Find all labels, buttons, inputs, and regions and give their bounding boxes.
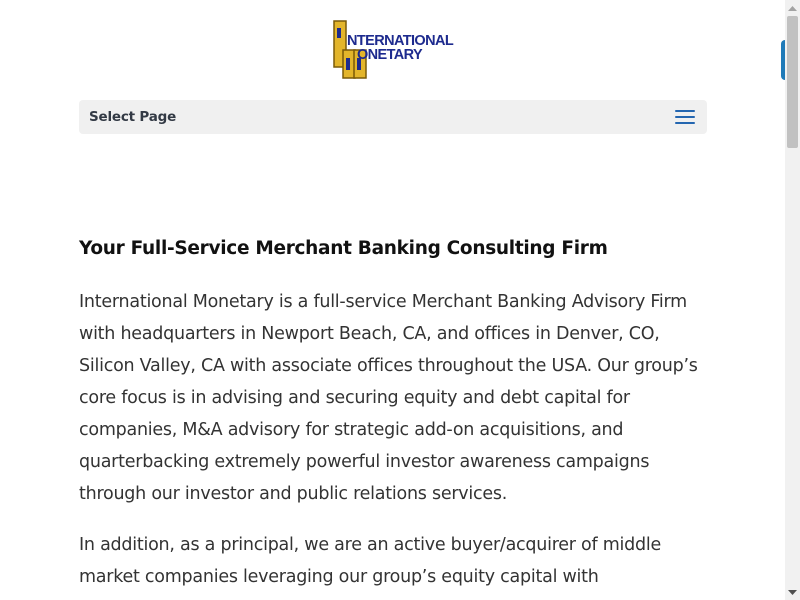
logo-line-1: NTERNATIONAL <box>347 33 454 49</box>
logo-line-2: ONETARY <box>357 47 423 63</box>
hamburger-menu-icon[interactable] <box>675 110 695 124</box>
scroll-down-arrow-icon[interactable] <box>785 585 800 600</box>
vertical-scrollbar[interactable] <box>785 0 800 600</box>
intro-paragraph: International Monetary is a full-service Merchant Banking Advisory Firm with headquarters in Newport Beach, CA, and offices in Denver, CO, Silicon Valley, CA with associate offices throughout the USA. Our group’s core focus is in advising and securing equity and debt capital for companies, M&A advisory for strategic add-on acquisitions, and quarterbacking extremely powerful investor awareness campaigns through our investor and public relations services. <box>79 292 698 504</box>
logo-text <box>347 34 453 62</box>
site-logo[interactable] <box>333 20 461 80</box>
principal-paragraph: In addition, as a principal, we are an active buyer/acquirer of middle market companies leveraging our group’s equity capital with <box>79 535 661 587</box>
page-heading: Your Full-Service Merchant Banking Consulting Firm <box>79 238 608 259</box>
scroll-up-arrow-icon[interactable] <box>785 0 800 15</box>
scroll-thumb[interactable] <box>787 16 798 148</box>
select-page-label[interactable]: Select Page <box>89 109 177 125</box>
mobile-nav-bar[interactable] <box>79 100 707 134</box>
main-content <box>79 236 709 593</box>
